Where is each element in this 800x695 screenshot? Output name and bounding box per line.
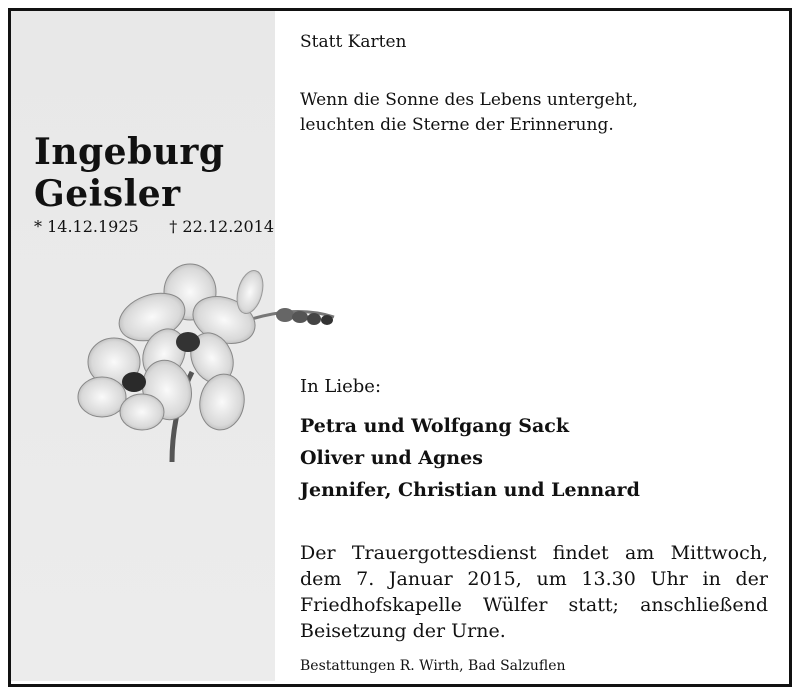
mourner-name: Oliver und Agnes [300, 447, 483, 469]
mourners-list [300, 410, 768, 506]
quote-line-2: leuchten die Sterne der Erinnerung. [300, 115, 614, 135]
life-dates [34, 217, 274, 236]
quote-line-1: Wenn die Sonne des Lebens untergeht, [300, 90, 638, 110]
service-info: Der Trauergottesdienst findet am Mittwoch, dem 7. Januar 2015, um 13.30 Uhr in der Friedhofskapelle Wülfer statt; anschließend Beisetzung der Urne. [300, 542, 768, 642]
last-name: Geisler [34, 173, 181, 215]
mourner-name: Jennifer, Christian und Lennard [300, 479, 640, 501]
death-date: † 22.12.2014 [169, 217, 274, 236]
first-name: Ingeburg [34, 131, 225, 173]
quote [300, 88, 768, 138]
mourners-intro: In Liebe: [300, 376, 382, 397]
heading: Statt Karten [300, 32, 407, 52]
birth-date: * 14.12.1925 [34, 217, 139, 236]
mourner-name: Petra und Wolfgang Sack [300, 415, 570, 437]
funeral-home: Bestattungen R. Wirth, Bad Salzuflen [300, 658, 566, 674]
